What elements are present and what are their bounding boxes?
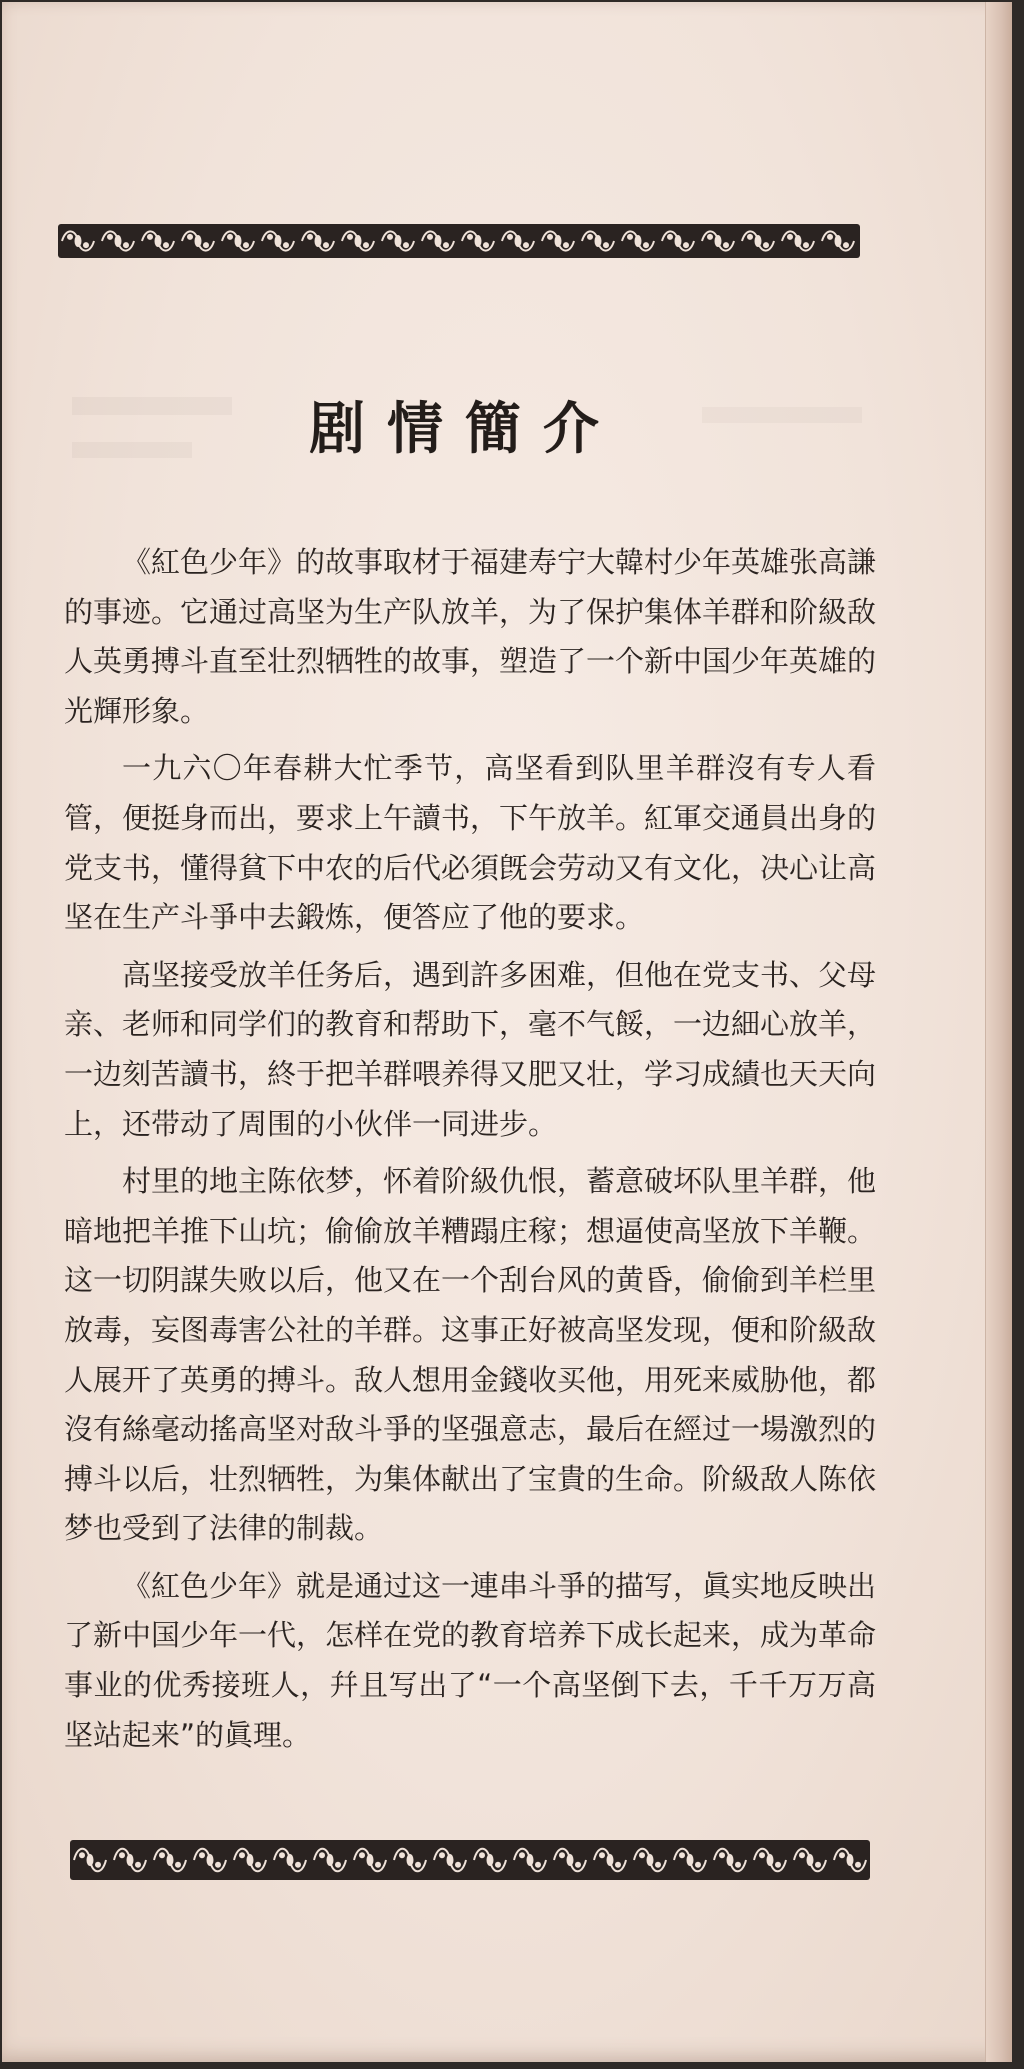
paragraph: 一九六〇年春耕大忙季节，高坚看到队里羊群沒有专人看管，便挺身而出，要求上午讀书，下午放羊。紅軍交通員出身的党支书，懂得貧下中农的后代必須旣会劳动又有文化，决心让高坚在生产斗爭中去鍛炼，便答应了他的要求。 xyxy=(64,751,877,935)
paragraph: 《紅色少年》就是通过这一連串斗爭的描写，眞实地反映出了新中国少年一代，怎样在党的教育培养下成长起来，成为革命事业的优秀接班人，幷且写出了“一个高坚倒下去，千千万万高坚站起来”的眞理。 xyxy=(64,1568,877,1752)
page-title: 剧情簡介 xyxy=(309,396,621,462)
decorative-border-top xyxy=(58,224,860,258)
paragraph: 高坚接受放羊任务后，遇到許多困难，但他在党支书、父母亲、老师和同学们的教育和帮助下，毫不气餒，一边細心放羊，一边刻苦讀书，終于把羊群喂养得又肥又壮，学习成績也天天向上，还带动了周围的小伙伴一同进步。 xyxy=(64,957,877,1141)
decorative-border-bottom xyxy=(70,1840,870,1880)
synopsis-body xyxy=(64,538,876,1768)
paragraph: 《紅色少年》的故事取材于福建寿宁大韓村少年英雄张高謙的事迹。它通过高坚为生产队放羊，为了保护集体羊群和阶級敌人英勇搏斗直至壮烈牺牲的故事，塑造了一个新中国少年英雄的光輝形象。 xyxy=(64,545,877,728)
paragraph: 村里的地主陈依梦，怀着阶級仇恨，蓄意破坏队里羊群，他暗地把羊推下山坑；偷偷放羊糟蹋庄稼；想逼使高坚放下羊鞭。这一切阴謀失败以后，他又在一个刮台风的黄昏，偷偷到羊栏里放毒，妄图毒害公社的羊群。这事正好被高坚发现，便和阶級敌人展开了英勇的搏斗。敌人想用金錢收买他，用死来威胁他，都沒有絲毫动搖高坚对敌斗爭的坚强意志，最后在經过一場激烈的搏斗以后，壮烈牺牲，为集体献出了宝貴的生命。阶級敌人陈依梦也受到了法律的制裁。 xyxy=(64,1164,877,1546)
page-fold-edge xyxy=(985,2,1012,2062)
